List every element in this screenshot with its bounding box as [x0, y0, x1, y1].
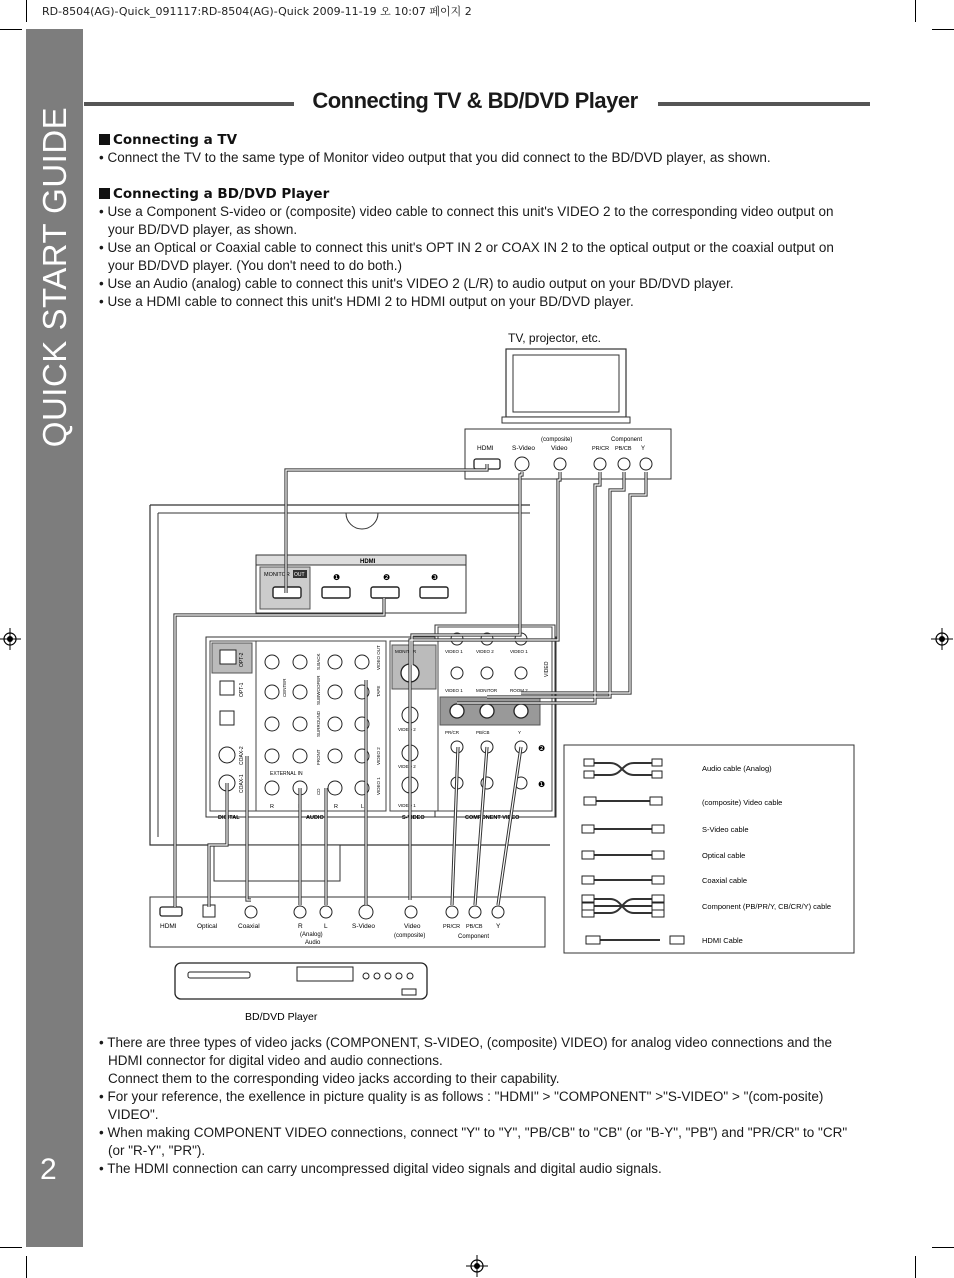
- receiver-label: CD: [316, 788, 321, 795]
- receiver-label: R: [334, 804, 338, 810]
- note-text: • The HDMI connection can carry uncompressed digital video signals and digital audio signals.: [99, 1161, 662, 1176]
- note-text: Connect them to the corresponding video jacks according to their capability.: [108, 1071, 560, 1086]
- receiver-label: MONITOR: [264, 572, 290, 578]
- receiver-label: ❷: [383, 573, 391, 582]
- receiver-label: DIGITAL: [218, 815, 240, 821]
- receiver-label: L: [298, 804, 302, 810]
- legend-item: S-Video cable: [702, 825, 749, 834]
- sidebar-title: QUICK START GUIDE: [35, 106, 73, 448]
- file-header: RD-8504(AG)-Quick_091117:RD-8504(AG)-Quick 2009-11-19 오 10:07 페이지 2: [42, 5, 472, 18]
- receiver-label: Y: [518, 730, 522, 735]
- jack-label: (Analog): [300, 932, 323, 938]
- tv-jack-panel: [465, 429, 671, 479]
- receiver-label: VIDEO: [544, 661, 550, 677]
- receiver-label: ROOM 2: [510, 688, 528, 693]
- rca-port-icon: [405, 906, 417, 918]
- crop-mark: [932, 29, 954, 30]
- hdmi-port-icon: [371, 587, 399, 598]
- legend-item: Audio cable (Analog): [702, 764, 772, 773]
- receiver-label: VIDEO OUT: [376, 645, 381, 670]
- bullet-text: • Use a HDMI cable to connect this unit's HDMI 2 to HDMI output on your BD/DVD player.: [99, 294, 634, 309]
- tv-label: TV, projector, etc.: [508, 331, 601, 345]
- jack-label: Coaxial: [238, 923, 260, 930]
- receiver-label: L: [361, 804, 365, 810]
- crop-mark: [0, 29, 22, 30]
- receiver-label: VIDEO 1: [445, 688, 463, 693]
- bd-player-icon: [175, 963, 427, 999]
- receiver-label: ❷: [538, 744, 546, 753]
- jack-label: Component: [611, 437, 643, 443]
- receiver-label: OPT-1: [239, 682, 245, 697]
- receiver-label: MONITOR: [395, 649, 417, 654]
- jack-label: Component: [458, 934, 490, 940]
- notes: [99, 1034, 859, 1178]
- note-text: • For your reference, the exellence in picture quality is as follows : "HDMI" > "COMPONENT" >"S-VIDEO" > "(com-posite) VIDEO".: [99, 1089, 824, 1122]
- square-bullet-icon: [99, 188, 110, 199]
- jack-label: HDMI: [477, 445, 494, 452]
- receiver-label: FRONT: [316, 749, 321, 765]
- jack-label: Video: [404, 923, 421, 930]
- receiver-label: MONITOR: [476, 688, 498, 693]
- hdmi-port-icon: [160, 907, 182, 916]
- rca-port-icon: [554, 458, 566, 470]
- receiver-label: OUT: [294, 572, 305, 578]
- crop-mark: [26, 0, 27, 22]
- crop-mark: [915, 0, 916, 22]
- jack-label: Y: [496, 923, 501, 930]
- legend-item: (composite) Video cable: [702, 798, 783, 807]
- receiver-label: VIDEO 1: [510, 649, 528, 654]
- receiver-label: VIDEO 2: [476, 649, 494, 654]
- jack-label: Video: [551, 445, 568, 452]
- note-text: • When making COMPONENT VIDEO connections, connect "Y" to "Y", "PB/CB" to "CB" (or "B-Y", "PB") and "PR/CR" to "CR" (or "R-Y", "PR").: [99, 1125, 848, 1158]
- receiver-label: VIDEO 1: [376, 777, 381, 795]
- bullet-text: • Use an Audio (analog) cable to connect this unit's VIDEO 2 (L/R) to audio output on your BD/DVD player.: [99, 276, 734, 291]
- receiver-label: EXTERNAL IN: [270, 771, 303, 777]
- receiver-label: VIDEO 2: [398, 727, 416, 732]
- bullet-text: • Use a Component S-video or (composite) video cable to connect this unit's VIDEO 2 to the corresponding video output on your BD/DVD player, as shown.: [99, 204, 834, 237]
- legend-item: HDMI Cable: [702, 936, 743, 945]
- square-bullet-icon: [99, 134, 110, 145]
- jack-label: PR/CR: [592, 446, 610, 452]
- jack-label: L: [324, 923, 328, 930]
- crop-mark: [26, 1256, 27, 1278]
- receiver-label: S-VIDEO: [402, 815, 425, 821]
- receiver-label: ❶: [538, 780, 546, 789]
- rca-port-icon: [245, 906, 257, 918]
- receiver-label: R: [270, 804, 274, 810]
- receiver-label: PR/CR: [445, 730, 460, 735]
- receiver-label: VIDEO 2: [398, 764, 416, 769]
- legend-item: Component (PB/PR/Y, CB/CR/Y) cable: [702, 902, 832, 911]
- cable-legend: [564, 745, 854, 953]
- receiver-label: VIDEO 2: [376, 747, 381, 765]
- registration-mark-icon: [0, 628, 21, 650]
- rca-port-icon: [469, 906, 481, 918]
- page-number: 2: [40, 1153, 57, 1186]
- rca-port-icon: [294, 906, 306, 918]
- svideo-port-icon: [359, 905, 373, 919]
- rca-port-icon: [640, 458, 652, 470]
- jack-label: PB/CB: [615, 446, 632, 452]
- jack-label: (composite): [394, 933, 426, 939]
- hdmi-port-icon: [420, 587, 448, 598]
- jack-label: S-Video: [352, 923, 376, 930]
- title-rule-right: [658, 102, 870, 106]
- connection-diagram: [140, 325, 880, 1030]
- receiver-label: COMPONENT VIDEO: [465, 815, 520, 821]
- rca-port-icon: [594, 458, 606, 470]
- svideo-port-icon: [515, 457, 529, 471]
- crop-mark: [915, 1256, 916, 1278]
- receiver-label: VIDEO 1: [398, 803, 416, 808]
- receiver-label: VIDEO 1: [445, 649, 463, 654]
- receiver-label: HDMI: [360, 559, 376, 565]
- receiver-label: TAPE: [376, 685, 381, 697]
- note-text: • There are three types of video jacks (COMPONENT, S-VIDEO, (composite) VIDEO) for analog video connections and the HDMI connector for digital video and audio connections.: [99, 1035, 833, 1068]
- legend-item: Coaxial cable: [702, 876, 748, 885]
- section-heading-tv: [99, 132, 237, 148]
- crop-mark: [0, 1247, 22, 1248]
- rca-port-icon: [618, 458, 630, 470]
- sidebar: [26, 29, 83, 1247]
- jack-label: (composite): [541, 437, 573, 443]
- rca-port-icon: [492, 906, 504, 918]
- receiver-label: COAX-2: [239, 746, 245, 765]
- receiver-label: PB/CB: [476, 730, 490, 735]
- receiver-label: CENTER: [282, 678, 287, 697]
- receiver-label: AUDIO: [306, 815, 324, 821]
- receiver-label: OPT-2: [239, 652, 245, 667]
- player-label: BD/DVD Player: [245, 1011, 318, 1023]
- receiver-label: ❶: [333, 573, 341, 582]
- section-heading-text: Connecting a BD/DVD Player: [113, 186, 330, 202]
- bullet-text: • Use an Optical or Coaxial cable to connect this unit's OPT IN 2 or COAX IN 2 to the optical output or the coaxial output on your BD/DVD player. (You don't need to do both.): [99, 240, 834, 273]
- receiver-back-panel: [150, 505, 556, 881]
- jack-label: PR/CR: [443, 924, 461, 930]
- receiver-label: SURROUND: [316, 710, 321, 737]
- jack-label: Y: [641, 446, 646, 452]
- section-heading-text: Connecting a TV: [113, 132, 238, 148]
- receiver-label: S.BACK: [316, 653, 321, 670]
- registration-mark-icon: [931, 628, 953, 650]
- rca-port-icon: [446, 906, 458, 918]
- section-bd-body: [99, 203, 859, 311]
- jack-label: Audio: [305, 940, 321, 946]
- receiver-label: COAX-1: [239, 774, 245, 793]
- receiver-label: SUBWOOFER: [316, 675, 321, 705]
- rca-port-icon: [320, 906, 332, 918]
- section-tv-body: [99, 149, 859, 167]
- receiver-label: ❸: [431, 573, 439, 582]
- title-rule-left: [84, 102, 294, 106]
- crop-mark: [932, 1247, 954, 1248]
- tv-icon: [502, 349, 630, 423]
- jack-label: HDMI: [160, 923, 177, 930]
- jack-label: R: [298, 923, 303, 930]
- registration-mark-icon: [466, 1255, 488, 1277]
- jack-label: S-Video: [512, 445, 536, 452]
- jack-label: Optical: [197, 923, 218, 930]
- hdmi-port-icon: [322, 587, 350, 598]
- bullet-text: • Connect the TV to the same type of Monitor video output that you did connect to the BD/DVD player, as shown.: [99, 150, 771, 165]
- page-title: Connecting TV & BD/DVD Player: [312, 88, 638, 113]
- jack-label: PB/CB: [466, 924, 483, 930]
- section-heading-bd: [99, 186, 329, 202]
- legend-item: Optical cable: [702, 851, 746, 860]
